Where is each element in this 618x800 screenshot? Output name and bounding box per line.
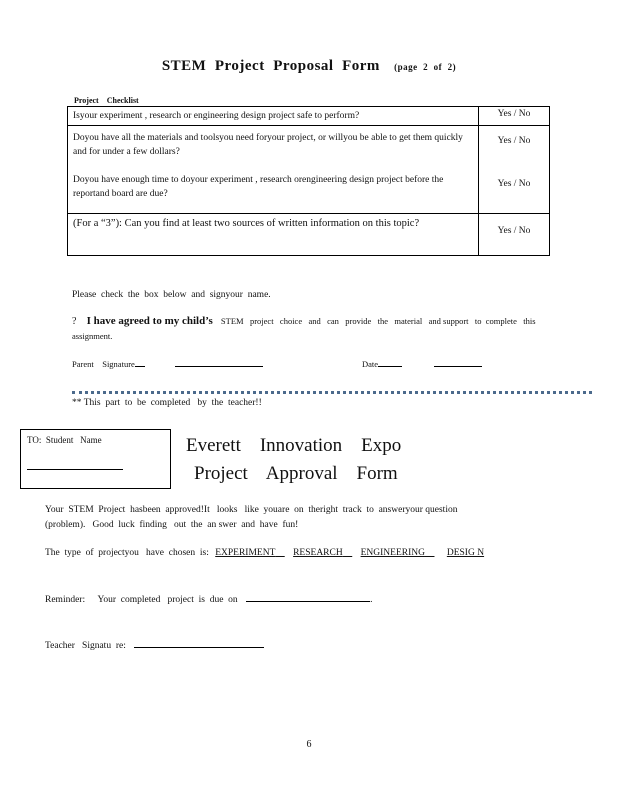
checklist-row [68, 107, 550, 126]
student-name-box [20, 429, 171, 489]
checklist-row [68, 126, 550, 170]
date-line [362, 359, 482, 369]
title-main: STEM Project Proposal Form [161, 58, 380, 74]
checklist-row [68, 169, 550, 214]
checklist-label: Project Checklist [74, 96, 139, 105]
project-checklist-table [67, 106, 550, 256]
yes-no-answer[interactable]: Yes / No [479, 214, 550, 256]
approval-message: Your STEM Project hasbeen approved!It looks like youare on theright track to answeryour question (problem). Good luck finding out the an swer and have fun! [45, 505, 465, 530]
yes-no-answer[interactable]: Yes / No [479, 169, 550, 214]
page-number: 6 [306, 739, 312, 750]
project-type-label: The type of projectyou have chosen is: [45, 548, 209, 558]
date-label: Date [362, 359, 379, 369]
due-date-field[interactable] [246, 601, 370, 602]
date-field[interactable] [434, 366, 482, 367]
project-type-line [45, 548, 484, 558]
page-title [0, 58, 618, 75]
approval-form-title: Project Approval Form [194, 463, 398, 484]
checklist-question: Doyou have all the materials and toolsyou need foryour project, or willyou be able to get them quickly and for under a few dollars? [68, 126, 479, 170]
checkbox[interactable]: ? [72, 316, 77, 327]
student-name-label: TO: Student Name [27, 435, 102, 445]
checklist-row [68, 214, 550, 256]
checklist-question: Doyou have enough time to doyour experiment , research orengineering design project before the reportand board are due? [68, 169, 479, 214]
parent-instruction: Please check the box below and signyour name. [72, 290, 271, 300]
teacher-signature-field[interactable] [134, 647, 264, 648]
agreement-bold-text: I have agreed to my child’s [86, 315, 213, 327]
parent-signature-line [72, 359, 263, 369]
yes-no-answer[interactable]: Yes / No [479, 107, 550, 126]
cut-divider [72, 391, 592, 394]
checklist-question: (For a “3”): Can you find at least two sources of written information on this topic? [68, 214, 479, 256]
expo-title: Everett Innovation Expo [186, 435, 402, 456]
parent-signature-label: Parent Signature [72, 359, 135, 369]
teacher-signature-label: Teacher Signatu re: [45, 641, 126, 651]
type-research[interactable]: RESEARCH [293, 548, 343, 558]
agreement-statement [72, 314, 542, 344]
yes-no-answer[interactable]: Yes / No [479, 126, 550, 170]
checklist-question: Isyour experiment , research or engineering design project safe to perform? [68, 107, 479, 126]
type-experiment[interactable]: EXPERIMENT [215, 548, 276, 558]
type-design[interactable]: DESIG N [446, 548, 485, 558]
teacher-note: ** This part to be completed by the teacher!! [72, 398, 262, 408]
student-name-field[interactable] [27, 469, 123, 470]
type-engineering[interactable]: ENGINEERING [360, 548, 425, 558]
reminder-label: Reminder: [45, 595, 86, 605]
parent-signature-field[interactable] [175, 366, 263, 367]
page-indicator: (page 2 of 2) [394, 62, 457, 72]
teacher-signature-line [45, 641, 264, 651]
reminder-line: Reminder: Your completed project is due on . [45, 595, 373, 605]
reminder-text: Your completed project is due on [97, 595, 238, 605]
expo-heading [186, 432, 401, 488]
agreement-text: STEM project choice and can provide the material and support to complete this assignment. [72, 316, 540, 341]
